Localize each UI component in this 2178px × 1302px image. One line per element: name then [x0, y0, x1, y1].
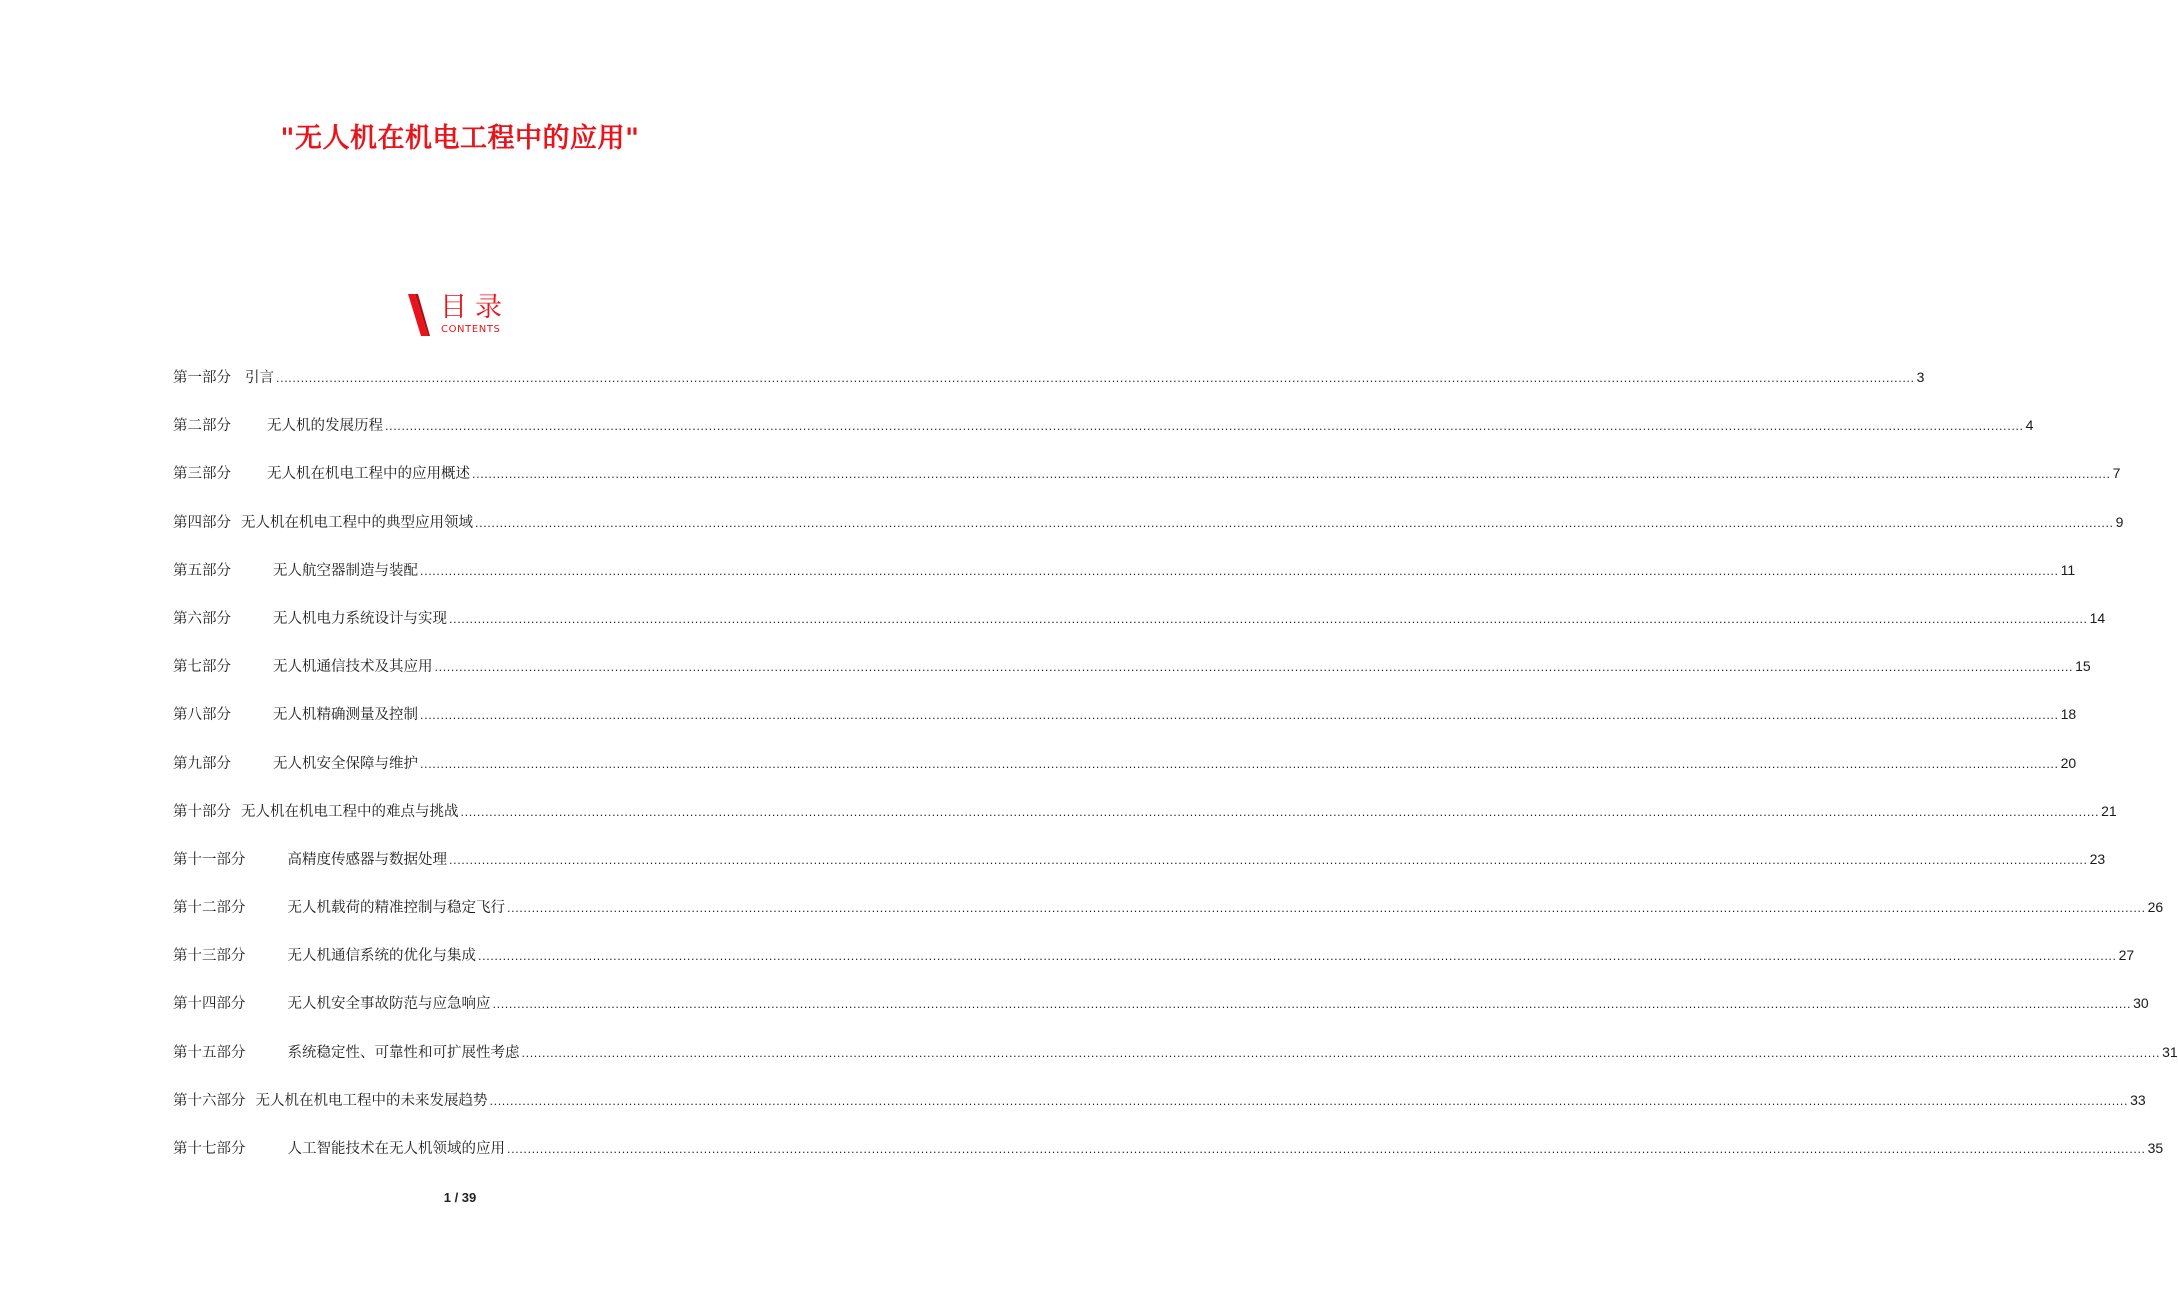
- toc-entry[interactable]: [173, 896, 2164, 944]
- toc-entry-title: 无人机在机电工程中的难点与挑战: [241, 803, 459, 820]
- toc-entry-page: 33: [2130, 1091, 2146, 1108]
- toc-entry-leader: ................................................................................................................................................................................................................................................................................................................................................................................................................: [385, 420, 2024, 434]
- toc-entry-leader: ................................................................................................................................................................................................................................................................................................................................................................................................................: [478, 950, 2117, 964]
- toc-entry-title: 无人机安全保障与维护: [273, 755, 418, 772]
- toc-entry-part: 第五部分: [173, 562, 231, 579]
- toc-entry-part: 第十四部分: [173, 996, 246, 1013]
- toc-entry-page: 9: [2115, 513, 2124, 530]
- toc-entry[interactable]: [173, 559, 2076, 607]
- toc-entry-title: 无人机在机电工程中的应用概述: [267, 466, 470, 483]
- toc-entry-leader: ................................................................................................................................................................................................................................................................................................................................................................................................................: [492, 998, 2132, 1012]
- toc-entry-title: 引言: [245, 370, 274, 386]
- toc-entry-part: 第八部分: [173, 707, 231, 724]
- toc-entry-page: 35: [2147, 1140, 2164, 1156]
- toc-entry-leader: ................................................................................................................................................................................................................................................................................................................................................................................................................: [521, 1046, 2161, 1060]
- toc-entry-page: 21: [2101, 802, 2117, 819]
- toc-entry-part: 第九部分: [173, 755, 231, 772]
- toc-entry-title: 无人机的发展历程: [267, 418, 383, 435]
- toc-heading: 目录: [440, 292, 510, 323]
- toc-entry-page: 27: [2118, 947, 2135, 964]
- toc-entry-title: 系统稳定性、可靠性和可扩展性考虑: [287, 1044, 520, 1061]
- toc-entry-part: 第十七部分: [173, 1141, 246, 1157]
- toc-entry-part: 第十六部分: [173, 1092, 246, 1109]
- toc-entry-leader: ................................................................................................................................................................................................................................................................................................................................................................................................................: [475, 516, 2114, 530]
- toc-entry-part: 第十三部分: [173, 948, 246, 965]
- toc-entry[interactable]: [173, 462, 2121, 510]
- toc-entry-title: 人工智能技术在无人机领域的应用: [287, 1141, 505, 1157]
- toc-entry-title: 无人机通信系统的优化与集成: [287, 948, 476, 965]
- page-number: 1 / 39: [443, 1190, 477, 1205]
- toc-entry-part: 第二部分: [173, 418, 231, 435]
- toc-entry-title: 无人机载荷的精准控制与稳定飞行: [287, 900, 505, 917]
- toc-entry[interactable]: [173, 366, 1925, 414]
- toc-entry-leader: ................................................................................................................................................................................................................................................................................................................................................................................................................: [460, 805, 2100, 819]
- toc-entry[interactable]: [173, 848, 2106, 896]
- toc-entry-page: 26: [2147, 899, 2164, 916]
- toc-entry[interactable]: [173, 752, 2077, 800]
- toc-entry-leader: ................................................................................................................................................................................................................................................................................................................................................................................................................: [472, 468, 2111, 482]
- toc-entry[interactable]: [173, 511, 2124, 559]
- toc-entry[interactable]: [173, 1137, 2164, 1185]
- toc-entry[interactable]: [173, 703, 2077, 751]
- toc-entry-page: 23: [2089, 850, 2106, 867]
- toc-entry-title: 无人机安全事故防范与应急响应: [287, 996, 491, 1013]
- toc-entry-page: 3: [1916, 369, 1925, 385]
- toc-entry-leader: ................................................................................................................................................................................................................................................................................................................................................................................................................: [420, 709, 2059, 723]
- toc-entry-part: 第六部分: [173, 610, 231, 627]
- toc-entry[interactable]: [173, 800, 2117, 848]
- toc-entry-page: 4: [2025, 417, 2034, 434]
- toc-entry-leader: ................................................................................................................................................................................................................................................................................................................................................................................................................: [434, 661, 2074, 675]
- toc-entry-leader: ................................................................................................................................................................................................................................................................................................................................................................................................................: [449, 612, 2088, 626]
- toc-entry-page: 20: [2060, 754, 2077, 771]
- toc-entry-part: 第三部分: [173, 466, 231, 483]
- toc-subheading: CONTENTS: [441, 324, 501, 335]
- toc-list: [173, 366, 2178, 1185]
- toc-entry-part: 第十五部分: [173, 1044, 246, 1061]
- toc-entry-leader: ................................................................................................................................................................................................................................................................................................................................................................................................................: [507, 902, 2146, 916]
- toc-entry-page: 14: [2089, 609, 2106, 626]
- toc-entry[interactable]: [173, 944, 2135, 992]
- toc-entry-page: 15: [2075, 658, 2091, 675]
- toc-entry-title: 无人航空器制造与装配: [273, 562, 418, 579]
- toc-entry[interactable]: [173, 1089, 2146, 1137]
- toc-entry-title: 无人机电力系统设计与实现: [273, 610, 447, 627]
- toc-entry-part: 第十一部分: [173, 851, 246, 868]
- toc-entry-leader: ................................................................................................................................................................................................................................................................................................................................................................................................................: [489, 1094, 2129, 1108]
- toc-entry-page: 11: [2060, 561, 2076, 578]
- toc-header: [404, 292, 534, 340]
- toc-entry-title: 无人机在机电工程中的典型应用领域: [241, 514, 473, 531]
- toc-entry-title: 无人机精确测量及控制: [273, 707, 418, 724]
- toc-entry[interactable]: [173, 992, 2149, 1040]
- toc-logo-icon: [404, 294, 434, 338]
- toc-entry-leader: ................................................................................................................................................................................................................................................................................................................................................................................................................: [420, 564, 2059, 578]
- toc-entry[interactable]: [173, 414, 2034, 462]
- toc-entry-part: 第七部分: [173, 659, 231, 676]
- toc-entry-part: 第十二部分: [173, 900, 246, 917]
- toc-entry-leader: ................................................................................................................................................................................................................................................................................................................................................................................................................: [276, 372, 1915, 385]
- toc-entry[interactable]: [173, 655, 2091, 703]
- toc-entry[interactable]: [173, 1041, 2178, 1089]
- toc-entry-page: 30: [2133, 995, 2149, 1012]
- toc-entry-part: 第十部分: [173, 803, 231, 820]
- toc-entry[interactable]: [173, 607, 2106, 655]
- toc-entry-part: 第一部分: [173, 370, 231, 386]
- toc-entry-part: 第四部分: [173, 514, 231, 531]
- toc-entry-page: 18: [2060, 706, 2077, 723]
- toc-entry-title: 无人机通信技术及其应用: [273, 659, 433, 676]
- toc-entry-title: 高精度传感器与数据处理: [287, 851, 447, 868]
- document-title: "无人机在机电工程中的应用": [280, 123, 640, 154]
- toc-entry-title: 无人机在机电工程中的未来发展趋势: [255, 1092, 488, 1109]
- toc-entry-leader: ................................................................................................................................................................................................................................................................................................................................................................................................................: [507, 1143, 2146, 1156]
- toc-entry-page: 7: [2112, 465, 2121, 482]
- toc-entry-page: 31: [2162, 1043, 2178, 1060]
- toc-entry-leader: ................................................................................................................................................................................................................................................................................................................................................................................................................: [449, 853, 2088, 867]
- toc-entry-leader: ................................................................................................................................................................................................................................................................................................................................................................................................................: [420, 757, 2059, 771]
